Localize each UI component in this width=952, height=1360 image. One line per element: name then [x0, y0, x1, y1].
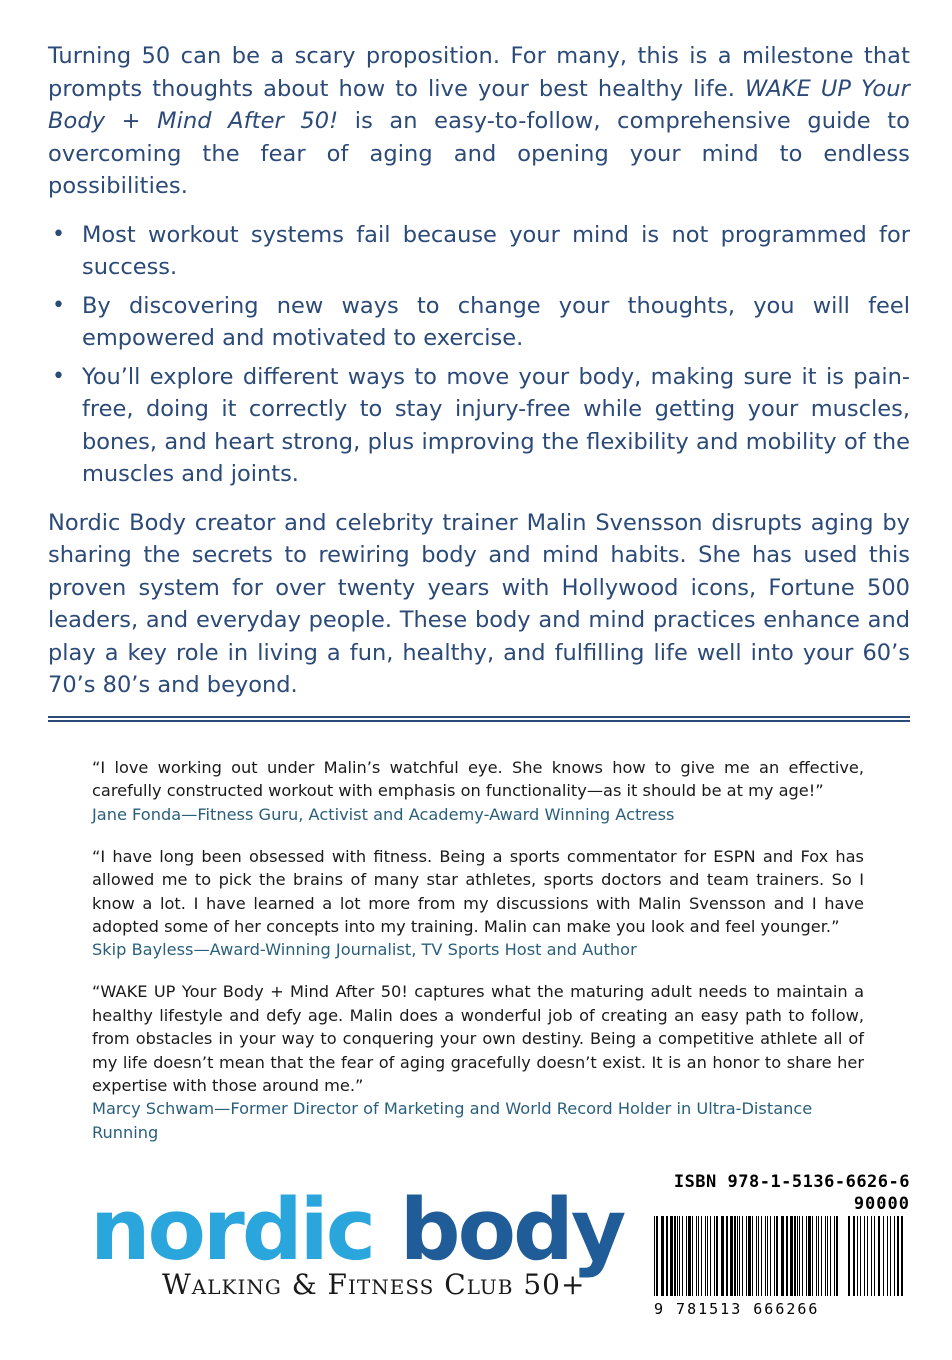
barcode-bar: [666, 1216, 668, 1296]
barcode-bars: [648, 1216, 910, 1300]
barcode-addon-bar: [867, 1216, 868, 1296]
barcode-bar: [696, 1216, 697, 1296]
logo-word-nordic: nordic: [90, 1181, 374, 1280]
barcode-bar: [812, 1216, 813, 1296]
barcode-bar: [716, 1216, 718, 1296]
barcode-bar: [834, 1216, 835, 1296]
barcode-bar: [806, 1216, 807, 1296]
barcode-bar: [836, 1216, 838, 1296]
isbn-number: ISBN 978-1-5136-6626-6: [673, 1172, 910, 1192]
barcode-bar: [721, 1216, 724, 1296]
barcode-addon-bar: [864, 1216, 865, 1296]
testimonials: [92, 756, 864, 1163]
barcode-digits: 9 781513 666266: [654, 1300, 820, 1318]
testimonial: [92, 845, 864, 963]
barcode-bar: [752, 1216, 753, 1296]
bullet-icon: •: [52, 221, 65, 247]
barcode-bar: [686, 1216, 687, 1296]
benefit-list: [48, 219, 910, 491]
barcode-addon-bar: [894, 1216, 895, 1296]
testimonial: [92, 756, 864, 827]
barcode-bar: [734, 1216, 736, 1296]
barcode-bar: [767, 1216, 768, 1296]
barcode-bar: [661, 1216, 664, 1296]
author-bio: Nordic Body creator and celebrity trainer Malin Svensson disrupts aging by sharing the secrets to rewiring body and mind habits. She has used this proven system for over twenty years with Hollywood icons, Fortune 500 leaders, and everyday people. These body and mind practices enhance and play a key role in living a fun, healthy, and fulfilling life well into your 60’s 70’s 80’s and beyond.: [48, 509, 910, 698]
description-block: [48, 40, 910, 702]
list-item: • Most workout systems fail because your mind is not programmed for success.: [48, 219, 910, 284]
barcode-addon-bar: [848, 1216, 850, 1296]
barcode-bar: [802, 1216, 803, 1296]
bullet-icon: •: [52, 363, 65, 389]
barcode-bar: [674, 1216, 676, 1296]
barcode-bar: [705, 1216, 706, 1296]
barcode-bar: [748, 1216, 751, 1296]
barcode-bar: [688, 1216, 691, 1296]
testimonial-text: “I have long been obsessed with fitness. Being a sports commentator for ESPN and Fox has allowed me to pick the brains of many star athletes, sports doctors and team trainers. So I know a lot. I have learned a lot more from my discussions with Malin Svensson and I have adopted some of her concepts into my training. Malin can make you look and feel younger.”: [92, 846, 864, 937]
barcode-bar: [758, 1216, 759, 1296]
barcode-addon-bar: [878, 1216, 880, 1296]
barcode-addon-bar: [890, 1216, 891, 1296]
testimonial: [92, 980, 864, 1145]
testimonial-text: “I love working out under Malin’s watchful eye. She knows how to give me an effective, carefully constructed workout with emphasis on functionality—as it should be at my age!”: [92, 758, 864, 801]
barcode-bar: [742, 1216, 743, 1296]
barcode-addon-bar: [901, 1216, 903, 1296]
barcode-bar: [786, 1216, 788, 1296]
list-item: • You’ll explore different ways to move your body, making sure it is pain-free, doing it correctly to stay injury-free while getting your muscles, bones, and heart strong, plus improving the flexibility and mobility of the muscles and joints.: [48, 361, 910, 491]
barcode-bar: [761, 1216, 762, 1296]
barcode-bar: [790, 1216, 793, 1296]
barcode-bar: [707, 1216, 708, 1296]
barcode-addon-bar: [887, 1216, 888, 1296]
barcode-bar: [794, 1216, 796, 1296]
barcode-bar: [746, 1216, 747, 1296]
bullet-icon: •: [52, 292, 65, 318]
intro-text-1: Turning 50 can be a scary proposition. For many, this is a milestone that prompts thoughts about how to live your best healthy life.: [48, 43, 910, 102]
barcode-bar: [654, 1216, 655, 1296]
intro-text-2: is an easy-to-follow, comprehensive guide to overcoming the fear of aging and opening your mind to endless possibilities.: [48, 108, 910, 199]
barcode-bar: [825, 1216, 826, 1296]
barcode-bar: [692, 1216, 693, 1296]
barcode-bar: [756, 1216, 757, 1296]
barcode-bar: [677, 1216, 678, 1296]
barcode-bar: [770, 1216, 771, 1296]
barcode-bar: [682, 1216, 683, 1296]
barcode-addon-bar: [883, 1216, 884, 1296]
section-divider: [48, 716, 910, 722]
barcode-addon-bar: [874, 1216, 875, 1296]
testimonial-attribution: Skip Bayless—Award-Winning Journalist, TV Sports Host and Author: [92, 940, 637, 960]
barcode-addon-bar: [857, 1216, 858, 1296]
isbn-barcode: [648, 1172, 910, 1322]
barcode-bar: [830, 1216, 831, 1296]
barcode-bar: [774, 1216, 775, 1296]
barcode-bar: [656, 1216, 658, 1296]
barcode-addon-bar: [871, 1216, 872, 1296]
barcode-bar: [679, 1216, 680, 1296]
barcode-bar: [827, 1216, 828, 1296]
barcode-bar: [808, 1216, 811, 1296]
barcode-addon-bar: [853, 1216, 855, 1296]
barcode-bar: [730, 1216, 733, 1296]
barcode-bar: [797, 1216, 798, 1296]
barcode-bar: [726, 1216, 728, 1296]
price-code: 90000: [853, 1194, 910, 1214]
logo-wordmark: [90, 1181, 650, 1280]
barcode-bar: [821, 1216, 822, 1296]
barcode-bar: [739, 1216, 740, 1296]
barcode-bar: [776, 1216, 778, 1296]
barcode-bar: [701, 1216, 702, 1296]
nordic-body-logo: [90, 1181, 650, 1316]
testimonial-attribution: Jane Fonda—Fitness Guru, Activist and Academy-Award Winning Actress: [92, 804, 675, 824]
barcode-bar: [781, 1216, 784, 1296]
barcode-bar: [765, 1216, 766, 1296]
barcode-bar: [818, 1216, 819, 1296]
intro-paragraph: [48, 40, 910, 203]
book-title: WAKE UP Your Body + Mind After 50!: [48, 75, 910, 134]
barcode-addon-bar: [897, 1216, 899, 1296]
barcode-bar: [799, 1216, 800, 1296]
testimonial-text: “WAKE UP Your Body + Mind After 50! captures what the maturing adult needs to maintain a healthy lifestyle and defy age. Malin does a wonderful job of creating an easy path to follow, from obstacles in your way to conquering your own destiny. Being a competitive athlete all of my life doesn’t mean that the fear of aging gracefully doesn’t exist. It is an honor to share her expertise with those around me.”: [92, 982, 864, 1096]
barcode-bar: [670, 1216, 673, 1296]
barcode-addon-bar: [860, 1216, 861, 1296]
barcode-bar: [698, 1216, 699, 1296]
barcode-bar: [737, 1216, 738, 1296]
logo-subtitle: Walking & Fitness Club 50+: [162, 1268, 586, 1301]
logo-word-body: body: [399, 1181, 624, 1280]
barcode-bar: [714, 1216, 715, 1296]
barcode-bar: [816, 1216, 817, 1296]
list-item: • By discovering new ways to change your thoughts, you will feel empowered and motivated to exercise.: [48, 290, 910, 355]
barcode-bar: [710, 1216, 711, 1296]
testimonial-attribution: Marcy Schwam—Former Director of Marketing and World Record Holder in Ultra-Distance Running: [92, 1099, 813, 1143]
